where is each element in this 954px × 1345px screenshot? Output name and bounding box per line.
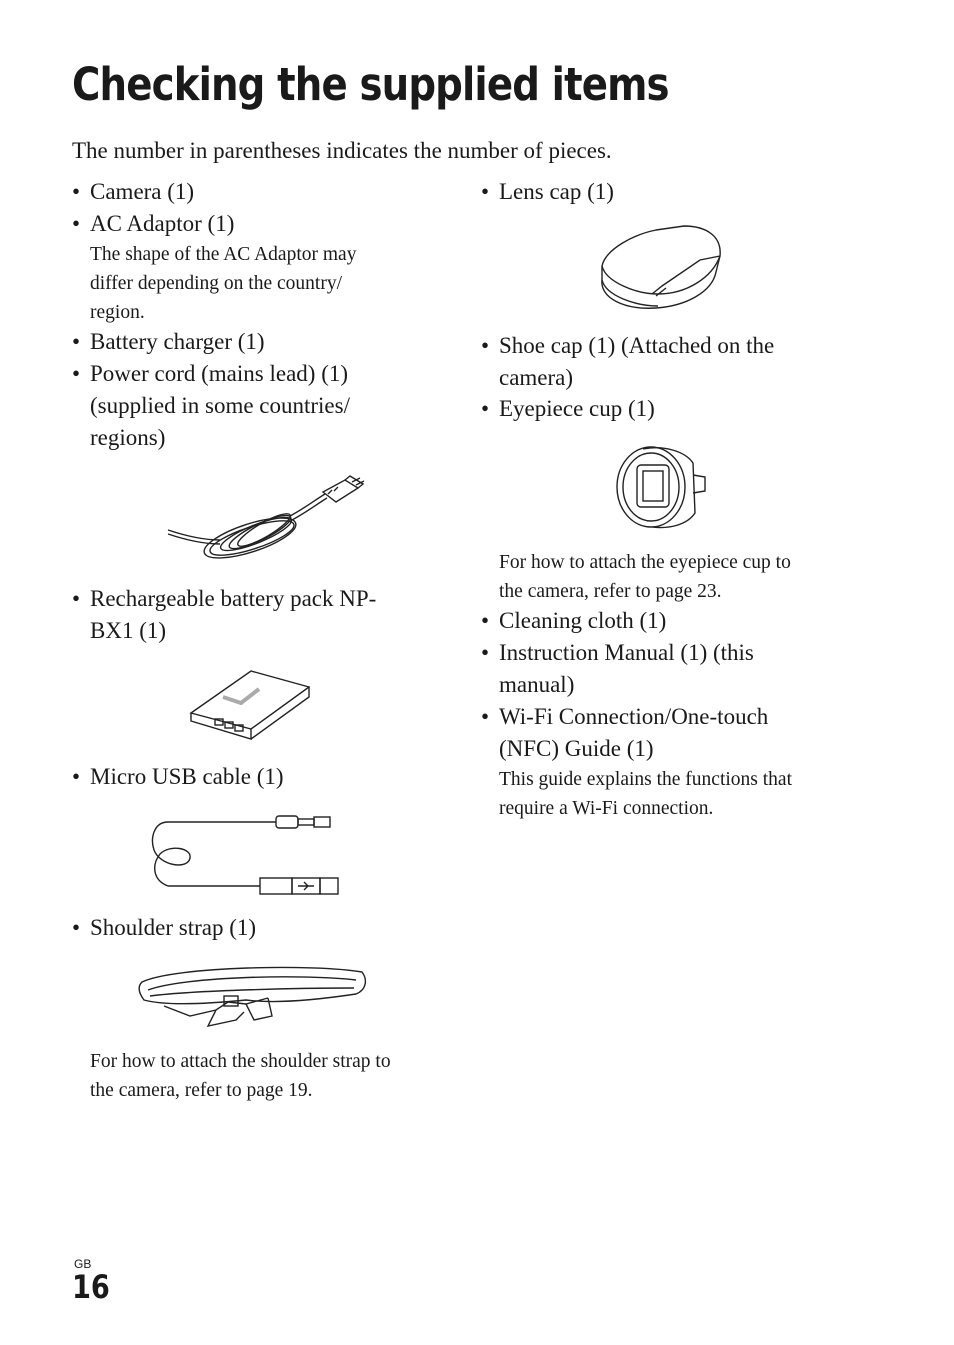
item-label: Battery charger (1): [90, 329, 265, 354]
item-label: (supplied in some countries/: [90, 393, 350, 418]
item-label: Lens cap (1): [499, 179, 614, 204]
item-label: Rechargeable battery pack NP-: [90, 586, 377, 611]
item-label: BX1 (1): [90, 618, 167, 643]
list-item-shoulder-strap: [72, 912, 257, 944]
intro-text: The number in parentheses indicates the number of pieces.: [72, 138, 612, 163]
item-label: Instruction Manual (1) (this: [499, 640, 754, 665]
bullet: •: [481, 608, 490, 633]
note-line: The shape of the AC Adaptor may: [90, 244, 357, 265]
eyepiece-cup-illustration: [613, 443, 713, 533]
bullet: •: [72, 361, 81, 386]
eyepiece-note: [499, 548, 791, 606]
power-cord-illustration: [160, 470, 370, 570]
bullet: •: [481, 179, 490, 204]
bullet: •: [481, 640, 490, 665]
list-item-shoe-cap: [481, 330, 775, 394]
bullet: •: [72, 329, 81, 354]
note-line: require a Wi-Fi connection.: [499, 798, 714, 819]
note-line: region.: [90, 302, 145, 323]
list-item-battery-pack: [72, 583, 377, 647]
item-label: Shoulder strap (1): [90, 915, 257, 940]
list-item-camera: [72, 176, 195, 208]
bullet: •: [481, 333, 490, 358]
list-item-eyepiece-cup: [481, 393, 655, 425]
item-label: Wi-Fi Connection/One-touch: [499, 704, 769, 729]
note-line: This guide explains the functions that: [499, 769, 792, 790]
note-line: the camera, refer to page 23.: [499, 581, 722, 602]
list-item-lens-cap: [481, 176, 614, 208]
bullet: •: [72, 915, 81, 940]
wifi-guide-note: [499, 765, 792, 823]
list-item-usb-cable: [72, 761, 284, 793]
list-item-wifi-guide: [481, 701, 769, 765]
bullet: •: [72, 764, 81, 789]
ac-adaptor-note: [90, 240, 356, 327]
item-label: Camera (1): [90, 179, 195, 204]
note-line: For how to attach the eyepiece cup to: [499, 552, 791, 573]
bullet: •: [72, 179, 81, 204]
item-label: Eyepiece cup (1): [499, 396, 655, 421]
page-title: Checking the supplied items: [72, 58, 669, 111]
item-label: Cleaning cloth (1): [499, 608, 667, 633]
note-line: differ depending on the country/: [90, 273, 342, 294]
bullet: •: [481, 396, 490, 421]
list-item-instruction-manual: [481, 637, 754, 701]
item-label: regions): [90, 425, 166, 450]
page-number: 16: [72, 1268, 110, 1306]
note-line: the camera, refer to page 19.: [90, 1080, 313, 1101]
note-line: For how to attach the shoulder strap to: [90, 1051, 391, 1072]
item-label: manual): [499, 672, 575, 697]
bullet: •: [72, 586, 81, 611]
item-label: Shoe cap (1) (Attached on the: [499, 333, 775, 358]
bullet: •: [72, 211, 81, 236]
list-item-ac-adaptor: [72, 208, 235, 240]
lens-cap-illustration: [596, 222, 726, 314]
item-label: Power cord (mains lead) (1): [90, 361, 349, 386]
list-item-cleaning-cloth: [481, 605, 667, 637]
battery-pack-illustration: [185, 665, 315, 747]
bullet: •: [481, 704, 490, 729]
list-item-power-cord: [72, 358, 350, 454]
item-label: camera): [499, 365, 574, 390]
shoulder-strap-illustration: [136, 960, 371, 1032]
item-label: Micro USB cable (1): [90, 764, 284, 789]
list-item-battery-charger: [72, 326, 265, 358]
region-code: GB: [74, 1257, 92, 1271]
shoulder-strap-note: [90, 1047, 391, 1105]
item-label: AC Adaptor (1): [90, 211, 235, 236]
usb-cable-illustration: [148, 810, 343, 902]
item-label: (NFC) Guide (1): [499, 736, 654, 761]
